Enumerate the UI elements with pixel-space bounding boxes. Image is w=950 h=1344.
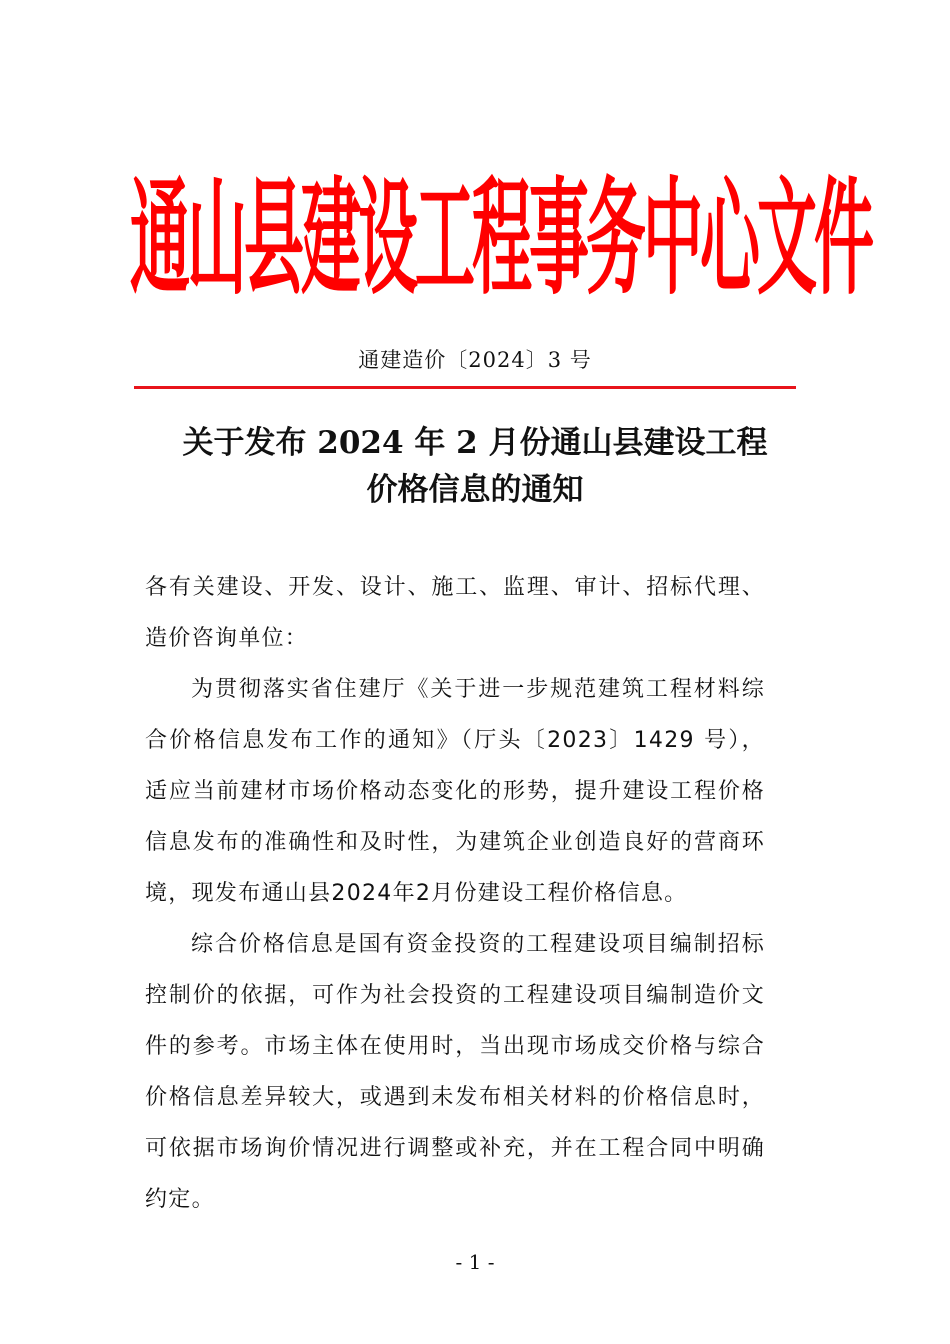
- red-divider-rule: [134, 386, 796, 389]
- salutation: 各有关建设、开发、设计、施工、监理、审计、招标代理、造价咨询单位：: [145, 575, 765, 651]
- page-number: - 1 -: [455, 1250, 495, 1274]
- title-line-2: 价格信息的通知: [366, 472, 584, 508]
- document-title: [0, 420, 950, 514]
- document-number: 通建造价〔2024〕3 号: [358, 348, 592, 372]
- paragraph-2: 综合价格信息是国有资金投资的工程建设项目编制招标控制价的依据，可作为社会投资的工程建设项目编制造价文件的参考。市场主体在使用时，当出现市场成交价格与综合价格信息差异较大，或遇到未发布相关材料的价格信息时，可依据市场询价情况进行调整或补充，并在工程合同中明确约定。: [145, 932, 765, 1212]
- document-body: [145, 562, 765, 1225]
- masthead-text: 通山县建设工程事务中心文件: [130, 166, 871, 314]
- document-masthead: [130, 160, 871, 320]
- title-line-1: 关于发布 2024 年 2 月份通山县建设工程: [182, 425, 768, 461]
- paragraph-1: 为贯彻落实省住建厅《关于进一步规范建筑工程材料综合价格信息发布工作的通知》（厅头〔2023〕1429 号），适应当前建材市场价格动态变化的形势，提升建设工程价格信息发布的准确性和及时性，为建筑企业创造良好的营商环境，现发布通山县2024年2月份建设工程价格信息。: [145, 677, 765, 906]
